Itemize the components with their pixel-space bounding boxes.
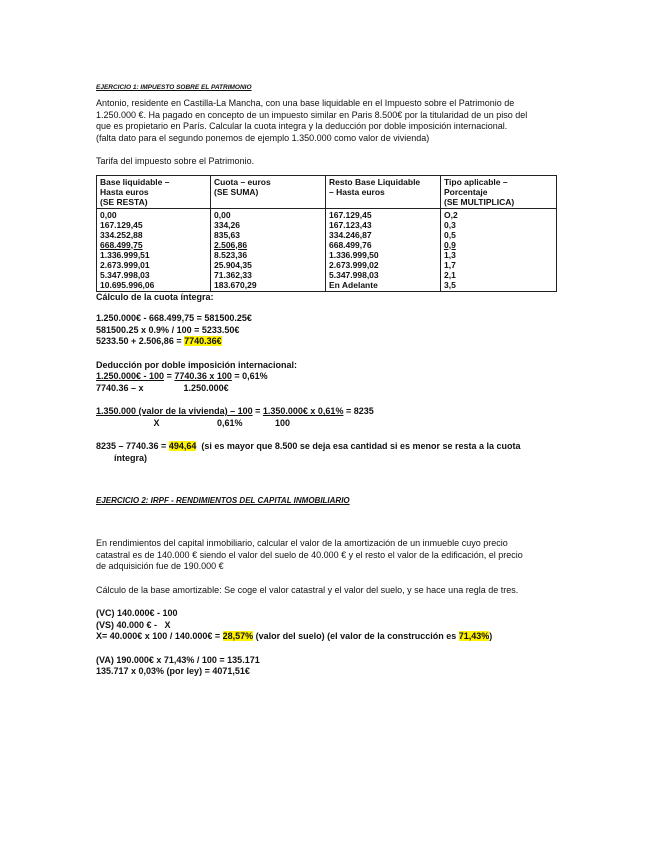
calculation-text: 5233.50 + 2.506,86 = [96, 336, 185, 346]
header-line: Cuota – euros [214, 176, 271, 187]
table-cell: 0,5 [444, 229, 456, 240]
table-cell: 334,26 [214, 219, 240, 230]
table-cell: 8.523,36 [214, 249, 248, 260]
equals-sign: = [164, 371, 175, 381]
table-cell: 71.362,33 [214, 269, 252, 280]
result-text: 8235 – 7740.36 = [96, 441, 169, 451]
table-cell: 1.336.999,51 [100, 249, 150, 260]
header-line: Resto Base Liquidable [329, 176, 421, 187]
exercise-1-intro-line: Antonio, residente en Castilla-La Mancha, con una base liquidable en el Impuesto sobre el Patrimonio de [96, 98, 515, 108]
header-line: – Hasta euros [329, 186, 385, 197]
calculation-line: (VA) 190.000€ x 71,43% / 100 = 135.171 [96, 654, 260, 665]
fraction-numerator: 1.250.000€ - 100 [96, 371, 165, 381]
table-cell: 1.336.999,50 [329, 249, 379, 260]
calculation-line: (VC) 140.000€ - 100 [96, 608, 178, 618]
table-cell: 334.246,87 [329, 229, 372, 240]
table-cell: 3,5 [444, 279, 456, 290]
highlighted-result: 71,43% [458, 631, 490, 641]
calculation-line: (VS) 40.000 € - X [96, 619, 171, 630]
table-header-row [97, 175, 557, 208]
deduction-line: 7740.36 – x 1.250.000€ [96, 382, 229, 393]
table-cell: 5.347.998,03 [100, 269, 150, 280]
exercise-1-intro-line: 1.250.000 €. Ha pagado en concepto de un impuesto similar en Paris 8.500€ por la titularidad de un piso del [96, 109, 528, 120]
table-cell: 0,00 [214, 209, 231, 220]
highlighted-result: 7740.36€ [184, 336, 222, 346]
header-base-liquidable [97, 175, 211, 208]
exercise-1-intro-line: (falta dato para el segundo ponemos de ejemplo 1.350.000 como valor de vivienda) [96, 132, 430, 143]
calculation-text: (valor del suelo) (el valor de la construcción es [253, 631, 459, 641]
vivienda-line: X 0,61% 100 [96, 417, 291, 428]
exercise-2-title: EJERCICIO 2: IRPF - RENDIMIENTOS DEL CAPITAL INMOBILIARIO [96, 496, 350, 505]
column-cuota [211, 208, 326, 291]
column-resto-base [326, 208, 441, 291]
header-line: (SE MULTIPLICA) [444, 196, 515, 207]
header-resto-base [326, 175, 441, 208]
result-line [96, 441, 566, 453]
table-cell: O,2 [444, 209, 458, 220]
table-cell: 167.123,43 [329, 219, 372, 230]
header-line: (SE SUMA) [214, 186, 259, 197]
deduction-title: Deducción por doble imposición internacional: [96, 359, 298, 370]
tarifa-label: Tarifa del impuesto sobre el Patrimonio. [96, 156, 255, 166]
calculation-line: 135.717 x 0,03% (por ley) = 4071,51€ [96, 666, 250, 676]
calculation-line: 1.250.000€ - 668.499,75 = 581500.25€ [96, 313, 252, 323]
table-cell: 668.499,75 [100, 239, 143, 250]
header-line: Porcentaje [444, 186, 488, 197]
base-amortizable-text: Cálculo de la base amortizable: Se coge el valor catastral y el valor del suelo, y se hace una regla de tres. [96, 584, 519, 595]
table-cell: 1,7 [444, 259, 456, 270]
table-cell: 167.129,45 [329, 209, 372, 220]
header-cuota [211, 175, 326, 208]
table-cell: 835,63 [214, 229, 240, 240]
highlighted-result: 28,57% [222, 631, 254, 641]
vivienda-line [96, 406, 566, 418]
exercise-1-intro-line: que es propietario en París. Calcular la cuota integra y la deducción por doble imposición internacional. [96, 121, 508, 131]
table-cell: 25.904,35 [214, 259, 252, 270]
exercise-2-intro-line: de adquisición fue de 190.000 € [96, 561, 224, 571]
table-cell: 0,3 [444, 219, 456, 230]
table-cell: 0,00 [100, 209, 117, 220]
header-line: Base liquidable – [100, 176, 170, 187]
highlighted-result: 494,64 [168, 441, 197, 451]
table-cell: 5.347.998,03 [329, 269, 379, 280]
table-cell: 2.673.999,02 [329, 259, 379, 270]
document-page [96, 76, 566, 678]
table-cell: 2.506,86 [214, 239, 248, 250]
column-tipo-aplicable [441, 208, 557, 291]
calculation-title: Cálculo de la cuota íntegra: [96, 291, 214, 302]
calculation-text: X= 40.000€ x 100 / 140.000€ = [96, 631, 223, 641]
result-note-continued: íntegra) [114, 452, 148, 463]
table-cell: 10.695.996,06 [100, 279, 155, 290]
table-cell: 2.673.999,01 [100, 259, 150, 270]
fraction-numerator: 1.350.000€ x 0,61% [262, 406, 344, 416]
table-cell: 1,3 [444, 249, 456, 260]
table-row [97, 208, 557, 291]
calculation-line: 581500.25 x 0.9% / 100 = 5233.50€ [96, 324, 240, 335]
tarifa-table [96, 175, 557, 292]
result-note: (si es mayor que 8.500 se deja esa cantidad si es menor se resta a la cuota [196, 441, 521, 451]
calculation-line [96, 631, 566, 643]
equals-sign: = [252, 406, 263, 416]
exercise-1-title: EJERCICIO 1: IMPUESTO SOBRE EL PATRIMONIO [96, 83, 252, 91]
result-text: = 8235 [343, 406, 374, 416]
fraction-numerator: 1.350.000 (valor de la vivienda) – 100 [96, 406, 253, 416]
table-cell: 334.252,88 [100, 229, 143, 240]
header-line: Tipo aplicable – [444, 176, 508, 187]
calculation-line [96, 336, 566, 348]
table-cell: 0,9 [444, 239, 456, 250]
calculation-text: ) [489, 631, 493, 641]
table-cell: 167.129,45 [100, 219, 143, 230]
table-cell: 183.670,29 [214, 279, 257, 290]
result-text: = 0,61% [231, 371, 268, 381]
column-base-liquidable [97, 208, 211, 291]
table-cell: En Adelante [329, 279, 378, 290]
header-line: Hasta euros [100, 186, 149, 197]
header-line: (SE RESTA) [100, 196, 148, 207]
fraction-numerator: 7740.36 x 100 [174, 371, 232, 381]
exercise-2-intro-line: En rendimientos del capital inmobiliario, calcular el valor de la amortización de un inmueble cuyo precio [96, 538, 508, 548]
table-cell: 2,1 [444, 269, 456, 280]
header-tipo-aplicable [441, 175, 557, 208]
exercise-2-intro-line: catastral es de 140.000 € siendo el valor del suelo de 40.000 € y el resto el valor de la edificación, el precio [96, 549, 523, 560]
table-cell: 668.499,76 [329, 239, 372, 250]
deduction-line [96, 371, 566, 383]
